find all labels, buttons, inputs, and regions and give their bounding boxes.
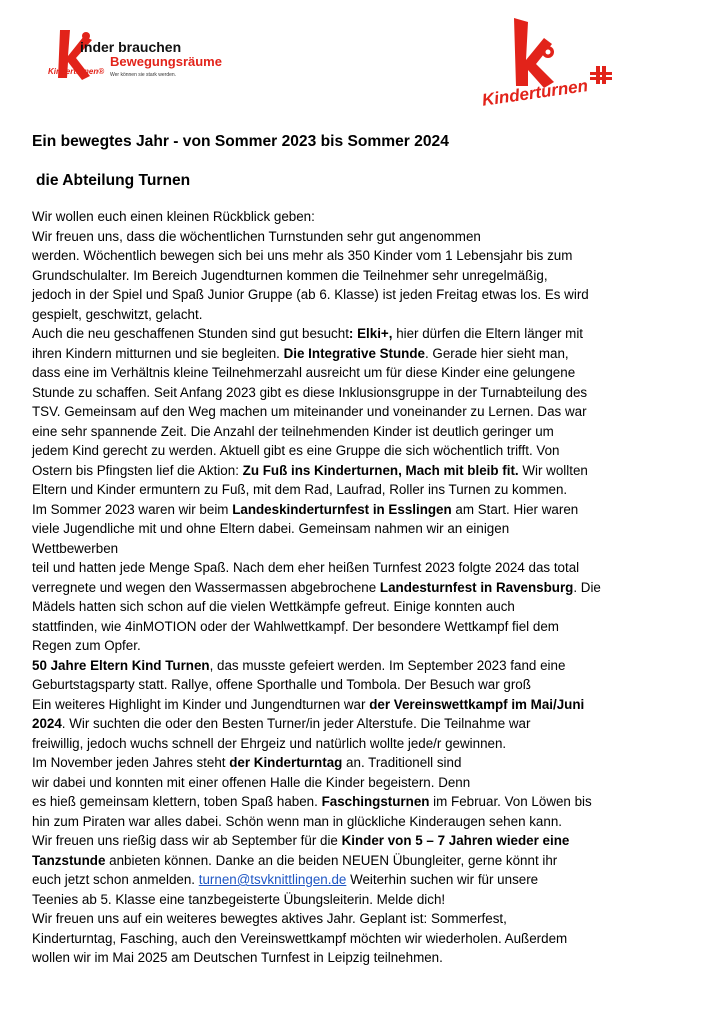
bold-text: Die Integrative Stunde: [283, 345, 425, 361]
bold-text: der Kinderturntag: [229, 755, 343, 770]
text-line: [32, 305, 672, 325]
text-line: [32, 597, 672, 617]
text-segment: TSV. Gemeinsam auf den Weg machen um miteinander und voneinander zu Lernen. Das war: [32, 404, 587, 419]
text-line: [32, 909, 672, 929]
logo-right-brand: Kinderturnen: [480, 76, 590, 106]
text-line: [32, 870, 672, 890]
text-segment: Wir wollten: [518, 462, 588, 478]
text-segment: eine sehr spannende Zeit. Die Anzahl der teilnehmenden Kinder ist deutlich geringer um: [32, 423, 554, 439]
dtb-emblem-icon: [590, 66, 612, 84]
text-line: [32, 656, 672, 676]
text-segment: Wir freuen uns auf ein weiteres bewegtes aktives Jahr. Geplant ist: Sommerfest,: [32, 911, 507, 926]
text-line: [32, 578, 672, 598]
logo-left-line2: Bewegungsräume: [110, 54, 222, 69]
text-line: [32, 792, 672, 812]
text-line: [32, 812, 672, 832]
text-segment: Ostern bis Pfingsten lief die Aktion:: [32, 462, 243, 478]
text-line: [32, 285, 672, 305]
text-line: [32, 480, 672, 500]
kinderturnen-logo: [478, 16, 628, 106]
text-line: [32, 558, 672, 578]
text-line: [32, 734, 672, 754]
bold-text: Kinder von 5 – 7 Jahren wieder eine: [341, 833, 570, 848]
text-line: [32, 753, 672, 773]
text-segment: am Start. Hier waren: [451, 501, 579, 517]
text-segment: Kinderturntag, Fasching, auch den Vereinswettkampf möchten wir wiederholen. Außerdem: [32, 930, 568, 946]
text-line: [32, 441, 672, 461]
logo-left-line1: inder brauchen: [80, 39, 182, 55]
text-segment: dass eine im Verhältnis kleine Teilnehmerzahl ausreicht um für diese Kinder eine gelungene: [32, 365, 576, 380]
text-line: [32, 929, 672, 949]
text-line: [32, 851, 672, 871]
text-line: [32, 890, 672, 910]
text-segment: Wir freuen uns rießig dass wir ab September für die: [32, 833, 342, 848]
text-segment: teil und hatten jede Menge Spaß. Nach dem eher heißen Turnfest 2023 folgte 2024 das total: [32, 560, 580, 575]
text-segment: Im November jeden Jahres steht: [32, 755, 230, 770]
text-line: [32, 207, 672, 227]
text-line: [32, 402, 672, 422]
text-segment: wir dabei und konnten mit einer offenen Halle die Kinder begeistern. Denn: [32, 774, 471, 790]
text-segment: Geburtstagsparty statt. Rallye, offene Sporthalle und Tombola. Der Besuch war groß: [32, 677, 531, 692]
text-segment: es hieß gemeinsam klettern, toben Spaß haben.: [32, 794, 322, 809]
text-segment: stattfinden, wie 4inMOTION oder der Wahlwettkampf. Der besondere Wettkampf fiel dem: [32, 618, 559, 634]
text-segment: viele Jugendliche mit und ohne Eltern dabei. Gemeinsam nahmen wir an einigen: [32, 521, 510, 536]
text-segment: freiwillig, jedoch wuchs schnell der Ehrgeiz und natürlich wollte jede/r gewinnen.: [32, 735, 507, 751]
bold-text: Zu Fuß ins Kinderturnen, Mach mit bleib fit.: [242, 462, 519, 478]
text-segment: Mädels hatten sich schon auf die vielen Wettkämpfe gefreut. Einige konnten auch: [32, 599, 515, 614]
article-body: [32, 207, 672, 968]
text-segment: verregnete und wegen den Wassermassen abgebrochene: [32, 579, 380, 595]
bold-text: Faschingsturnen: [321, 794, 430, 809]
page-title: Ein bewegtes Jahr - von Sommer 2023 bis Sommer 2024: [32, 133, 449, 150]
email-link[interactable]: turnen@tsvknittlingen.de: [198, 872, 347, 887]
text-segment: an. Traditionell sind: [342, 755, 462, 770]
kinder-brauchen-bewegungsraeume-logo: [46, 26, 236, 86]
text-line: [32, 831, 672, 851]
text-line: [32, 363, 672, 383]
text-segment: . Wir suchten die oder den Besten Turner/in jeder Alterstufe. Die Teilnahme war: [61, 716, 531, 731]
text-segment: Ein weiteres Highlight im Kinder und Jungendturnen war: [32, 696, 370, 712]
text-line: [32, 539, 672, 559]
text-line: [32, 636, 672, 656]
text-segment: anbieten können. Danke an die beiden NEUEN Übungleiter, gerne könnt ihr: [105, 852, 558, 868]
text-line: [32, 422, 672, 442]
text-line: [32, 461, 672, 481]
bold-text: Landeskinderturnfest in Esslingen: [232, 501, 452, 517]
text-segment: Wettbewerben: [32, 540, 119, 556]
text-line: [32, 383, 672, 403]
text-segment: hier dürfen die Eltern länger mit: [392, 326, 584, 341]
bold-text: der Vereinswettkampf im Mai/Juni: [369, 696, 585, 712]
text-segment: hin zum Piraten war alles dabei. Schön wenn man in glückliche Kinderaugen sehen kann.: [32, 813, 562, 829]
text-segment: Regen zum Opfer.: [32, 638, 141, 653]
kinderturnen-k-figure-icon: [478, 16, 628, 106]
bold-text: 50 Jahre Eltern Kind Turnen: [32, 657, 210, 673]
text-segment: Wir wollen euch einen kleinen Rückblick geben:: [32, 209, 315, 224]
text-segment: gespielt, geschwitzt, gelacht.: [32, 306, 203, 322]
text-segment: . Gerade hier sieht man,: [424, 345, 569, 361]
text-line: [32, 344, 672, 364]
bold-text: : Elki+,: [348, 326, 393, 341]
text-line: [32, 675, 672, 695]
text-segment: jedoch in der Spiel und Spaß Junior Gruppe (ab 6. Klasse) ist jeden Freitag etwas los. Es wird: [32, 287, 589, 302]
text-segment: Grundschulalter. Im Bereich Jugendturnen kommen die Teilnehmer sehr unregelmäßig,: [32, 267, 548, 283]
text-line: [32, 695, 672, 715]
text-line: [32, 227, 672, 247]
text-segment: Auch die neu geschaffenen Stunden sind gut besucht: [32, 326, 349, 341]
text-segment: wollen wir im Mai 2025 am Deutschen Turnfest in Leipzig teilnehmen.: [32, 950, 443, 965]
bold-text: 2024: [32, 716, 62, 731]
bold-text: Tanzstunde: [32, 852, 106, 868]
text-line: [32, 948, 672, 968]
text-segment: Wir freuen uns, dass die wöchentlichen Turnstunden sehr gut angenommen: [32, 228, 481, 244]
text-segment: Eltern und Kinder ermuntern zu Fuß, mit dem Rad, Laufrad, Roller ins Turnen zu kommen.: [32, 482, 568, 497]
text-line: [32, 266, 672, 286]
text-segment: werden. Wöchentlich bewegen sich bei uns mehr als 350 Kinder vom 1 Lebensjahr bis zum: [32, 248, 573, 263]
text-segment: Im Sommer 2023 waren wir beim: [32, 501, 233, 517]
logo-left-line3: Wer können sie stark werden.: [110, 72, 177, 78]
text-segment: jedem Kind gerecht zu werden. Aktuell gibt es eine Gruppe die sich wöchentlich trifft. Von: [32, 443, 560, 458]
text-segment: . Die: [573, 579, 601, 595]
bold-text: Landesturnfest in Ravensburg: [379, 579, 574, 595]
kinderturnen-k-logo-icon: [46, 26, 236, 86]
text-line: [32, 773, 672, 793]
text-line: [32, 500, 672, 520]
text-segment: ihren Kindern mitturnen und sie begleiten.: [32, 345, 284, 361]
text-segment: Weiterhin suchen wir für unsere: [346, 872, 539, 887]
text-line: [32, 617, 672, 637]
text-segment: , das musste gefeiert werden. Im September 2023 fand eine: [209, 657, 566, 673]
text-segment: Teenies ab 5. Klasse eine tanzbegeisterte Übungsleiterin. Melde dich!: [32, 891, 446, 907]
text-line: [32, 246, 672, 266]
page-subtitle: die Abteilung Turnen: [36, 172, 191, 189]
text-segment: Stunde zu schaffen. Seit Anfang 2023 gibt es diese Inklusionsgruppe in der Turnabteilung des: [32, 384, 588, 400]
text-line: [32, 714, 672, 734]
text-line: [32, 324, 672, 344]
text-segment: euch jetzt schon anmelden.: [32, 872, 199, 887]
text-segment: im Februar. Von Löwen bis: [429, 794, 592, 809]
logo-left-brand: Kinderturnen®: [48, 67, 105, 76]
text-line: [32, 519, 672, 539]
